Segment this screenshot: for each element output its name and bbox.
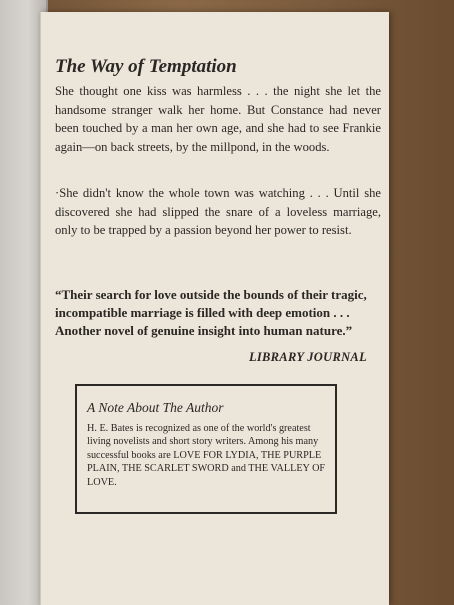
review-source: LIBRARY JOURNAL [248, 350, 367, 364]
blurb-paragraph-2: ·She didn't know the whole town was watching . . . Until she discovered she had slipped the snare of a loveless marriage, only to be trapped by a passion beyond her power to resist. [55, 186, 381, 238]
author-note-heading: A Note About The Author [87, 400, 224, 415]
page-title: The Way of Temptation [55, 56, 237, 77]
review-quote: “Their search for love outside the bounds of their tragic, incompatible marriage is filled with deep emotion . . . Another novel of genuine insight into human nature.” [55, 287, 367, 338]
back-cover-page [40, 12, 389, 605]
blurb-paragraph-1: She thought one kiss was harmless . . . the night she let the handsome stranger walk her home. But Constance had never been touched by a man her own age, and she had to see Frankie again—on back streets, by the millpond, in the woods. [55, 84, 381, 154]
author-note-body: H. E. Bates is recognized as one of the world's greatest living novelists and short story writers. Among his many successful books are LOVE FOR LYDIA, THE PURPLE PLAIN, THE SCARLET SWORD and THE VALLEY OF LOVE. [87, 423, 326, 488]
author-note-box [75, 384, 337, 514]
